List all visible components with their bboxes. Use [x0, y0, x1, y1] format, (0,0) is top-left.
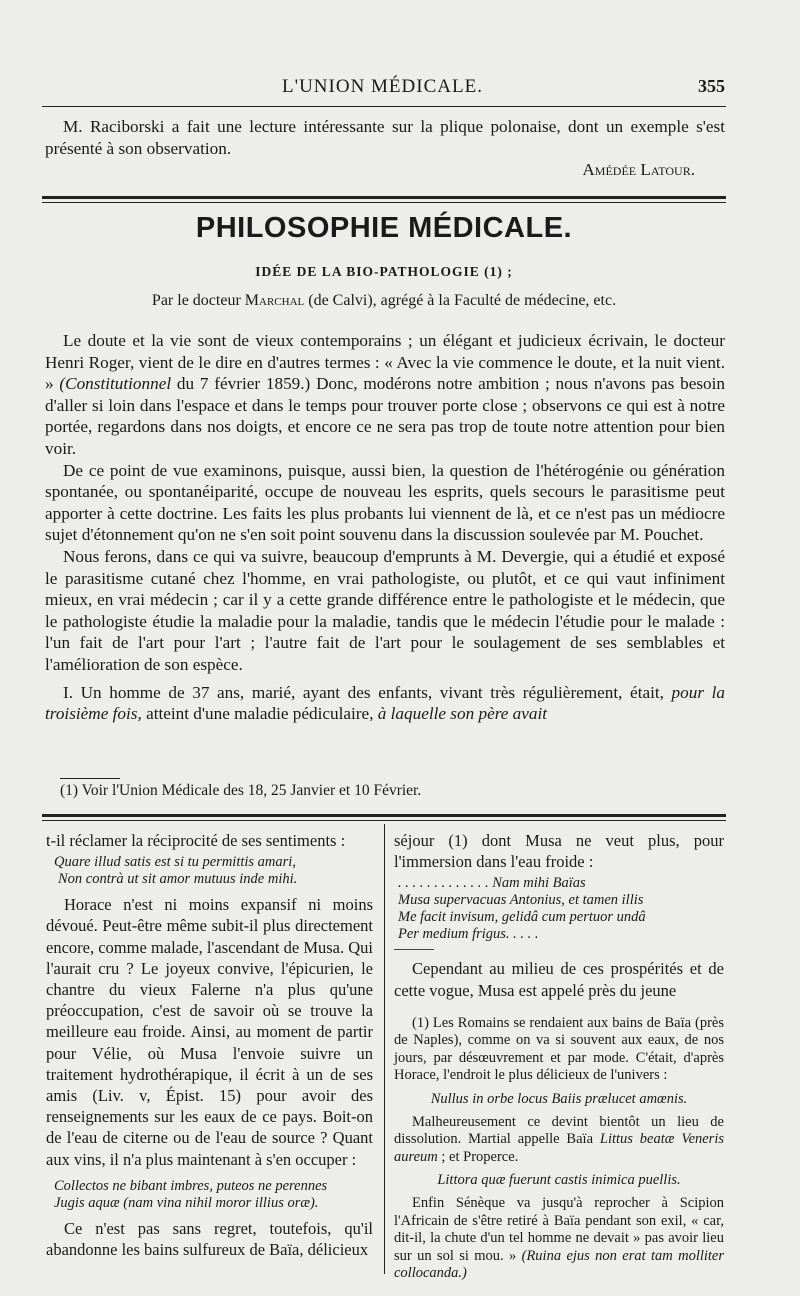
article-paragraph: [45, 330, 725, 460]
short-rule: [394, 949, 434, 950]
verse-line: Per medium frigus. . . . .: [398, 926, 539, 943]
text-run: Enfin Sénèque va jusqu'à reprocher à Scipion l'Africain de s'être retiré à Baïa pendant son exil, « car, dit-il, la chute d'un tel homme ne devait » pas avoir lieu sur un sol si mou. »: [394, 1195, 724, 1264]
column-paragraph: Cependant au milieu de ces prospérités et de cette vogue, Musa est appelé près du jeune: [394, 959, 724, 1000]
text-run: Le doute et la vie sont de vieux contemporains ; un élégant et judicieux écrivain, le docteur Henri Roger, vient de le dire en d'autres termes : « Avec la vie commence le doute, et la nuit vient. »: [45, 331, 725, 394]
column-paragraph: t-il réclamer la réciprocité de ses sentiments :: [46, 831, 346, 850]
text-run: I. Un homme de 37 ans, marié, ayant des enfants, vivant très régulièrement, était,: [63, 682, 672, 702]
column-footnote: [394, 1015, 724, 1283]
section-title: PHILOSOPHIE MÉDICALE.: [195, 212, 573, 244]
column-paragraph: séjour (1) dont Musa ne veut plus, pour l'immersion dans l'eau froide :: [394, 831, 724, 872]
feuilleton-rule: [42, 814, 726, 817]
column-paragraph: Horace n'est ni moins expansif ni moins dévoué. Peut-être même subit-il plus directement encore, comme malade, l'ascendant de Musa. Qui l'aurait cru ? Le joyeux convive, l'épicurien, le chantre du vieux Falerne n'a plus qu'une préoccupation, c'est de savoir où se trouve la meilleure eau froide. Ainsi, au moment de partir pour Vélie, où Musa l'envoie suivre un traitement hydrothérapique, il écrit à un de ses amis (Liv. v, Épist. 15) pour avoir des renseignements sur les eaux de ce pays. Boit-on de l'eau de citerne ou de l'eau de source ? Quant aux vins, il n'a plus maintenant à s'en occuper :: [46, 895, 373, 1169]
article-paragraph: [45, 682, 725, 725]
page-number: 355: [698, 76, 725, 96]
text-run-italic: (Ruina ejus non erat tam molliter collocanda.): [394, 1247, 725, 1282]
text-run: atteint d'une maladie pédiculaire,: [141, 704, 378, 724]
column-paragraph: Ce n'est pas sans regret, toutefois, qu'il abandonne les bains sulfureux de Baïa, délicieux: [46, 1218, 373, 1260]
text-run-italic: Littus beatæ Veneris aureum: [394, 1131, 724, 1165]
article-paragraph: De ce point de vue examinons, puisque, aussi bien, la question de l'hétérogénie ou génération spontanée, ou spontanéiparité, occupe de nouveau les esprits, quels secours le parasitisme peut apporter à cette doctrine. Les faits les plus probants lui viennent de là, et ce n'est pas un médiocre sujet d'étonnement qu'on ne s'en soit point souvenu dans la discussion soulevée par M. Pouchet.: [45, 460, 725, 545]
author-name: Marchal: [244, 292, 305, 309]
verse-line: . . . . . . . . . . . . . Nam mihi Baïas: [398, 875, 586, 892]
column-divider: [384, 824, 385, 1274]
latin-verse: [54, 854, 373, 888]
verse-line: Musa supervacuas Antonius, et tamen illis: [398, 892, 644, 909]
verse-line: Collectos ne bibant imbres, puteos ne perennes: [54, 1177, 328, 1194]
header-rule: [42, 106, 726, 107]
text-run-italic: pour la troisième fois,: [45, 682, 725, 724]
article-paragraph: Nous ferons, dans ce qui va suivre, beaucoup d'emprunts à M. Devergie, qui a étudié et exposé le parasitisme cutané chez l'homme, en vrai pathologiste, ou plutôt, et ce qui vaut infiniment mieux, en vrai médecin ; car il y a cette grande différence entre le pathologiste et le médecin, que le pathologiste étudie la maladie pour la maladie, tandis que le médecin l'étudie pour le malade : l'un fait de l'art pour l'art ; l'autre fait de l'art pour le soulagement de ses semblables et l'amélioration de son espèce.: [45, 546, 725, 674]
section-rule-top-thin: [42, 202, 726, 203]
article-body: [45, 330, 725, 725]
feuilleton-left-column: [46, 830, 373, 1260]
footnote-paragraph: (1) Les Romains se rendaient aux bains de Baïa (près de Naples), comme on va si souvent aux eaux, de nos jours, par désœuvrement et par mode. C'était, d'après Horace, l'endroit le plus délicieux de l'univers :: [394, 1014, 724, 1084]
footnote-paragraph: [394, 1195, 724, 1283]
verse-line: Non contrà ut sit amor mutuus inde mihi.: [58, 871, 298, 888]
section-rule-top: [42, 196, 726, 199]
latin-verse: Littora quæ fuerunt castis inimica puellis.: [437, 1172, 681, 1189]
article-footnote: (1) Voir l'Union Médicale des 18, 25 Janvier et 10 Février.: [60, 782, 422, 799]
journal-title: L'UNION MÉDICALE.: [282, 76, 483, 97]
intro-block: [45, 116, 725, 181]
latin-verse: Nullus in orbe locus Baiis prælucet amœnis.: [430, 1090, 688, 1107]
article-byline: [42, 292, 726, 310]
latin-verse: [398, 875, 724, 943]
article-title: IDÉE DE LA BIO-PATHOLOGIE (1) ;: [255, 264, 513, 279]
text-run: du 7 février 1859.) Donc, modérons notre ambition ; nous n'avons pas besoin d'aller si loin dans l'espace et dans le temps pour trouver porte close ; observons ce qui est à notre portée, regardons dans nos doigts, et encore ce ne sera pas trop de toute notre attention pour bien voir.: [45, 374, 725, 458]
verse-line: Quare illud satis est si tu permittis amari,: [54, 854, 296, 871]
running-header: [40, 72, 725, 100]
feuilleton-rule-thin: [42, 820, 726, 821]
latin-verse: [54, 1178, 373, 1212]
footnote-paragraph: [394, 1114, 724, 1167]
footnote-rule: [60, 778, 120, 779]
signature: Amédée Latour.: [582, 160, 695, 180]
byline-suffix: (de Calvi), agrégé à la Faculté de médecine, etc.: [304, 292, 617, 309]
byline-prefix: Par le docteur: [151, 292, 245, 309]
feuilleton-right-column: [394, 830, 724, 1283]
text-run: Malheureusement ce devint bientôt un lieu de dissolution. Martial appelle Baïa: [394, 1113, 724, 1148]
verse-line: Jugis aquæ (nam vina nihil moror illius oræ).: [54, 1194, 319, 1211]
intro-paragraph: M. Raciborski a fait une lecture intéressante sur la plique polonaise, dont un exemple s'est présenté à son observation.: [45, 117, 725, 158]
verse-line: Me facit invisum, gelidâ cum pertuor undâ: [398, 909, 646, 926]
text-run: ; et Properce.: [437, 1148, 519, 1165]
text-run-italic: (Constitutionnel: [59, 374, 172, 394]
text-run-italic: à laquelle son père avait: [377, 704, 548, 724]
